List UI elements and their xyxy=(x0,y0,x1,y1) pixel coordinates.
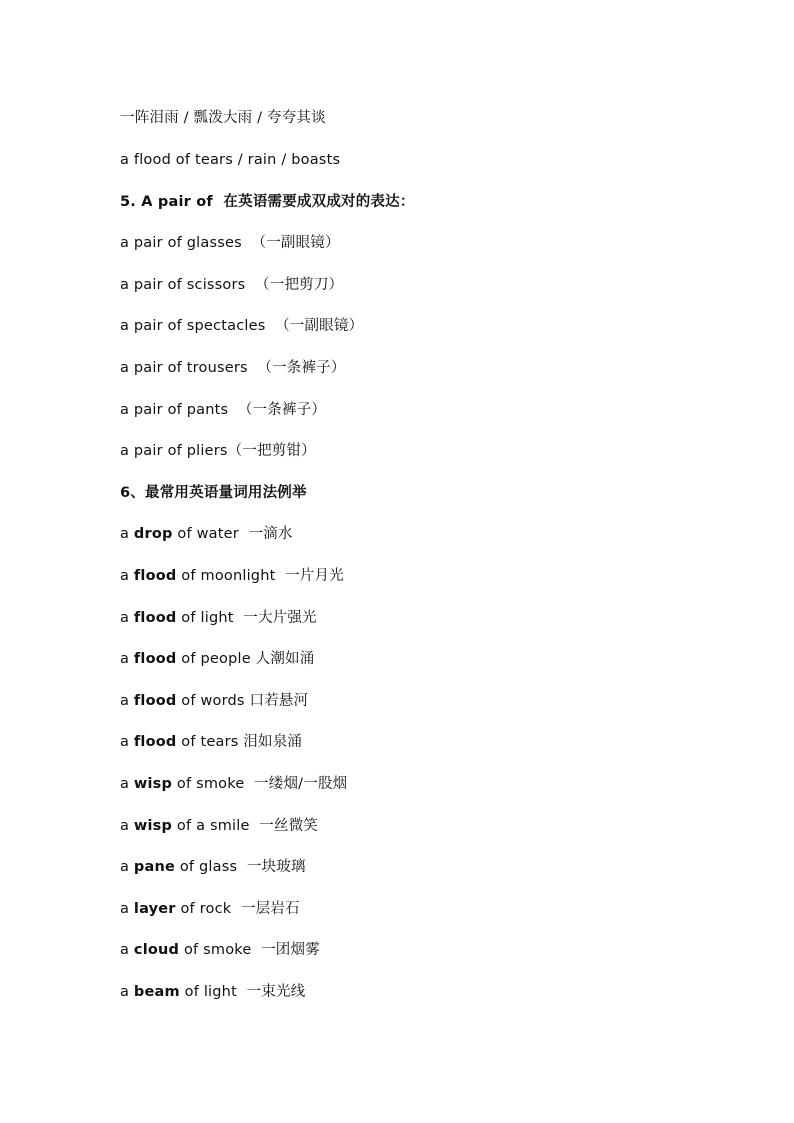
phrase-rest: of water 一滴水 xyxy=(172,526,293,542)
quantifier-word: flood xyxy=(133,734,177,750)
quantifier-example xyxy=(120,649,314,669)
pair-example-trousers: a pair of trousers （一条裤子） xyxy=(120,360,346,376)
article: a xyxy=(120,651,134,667)
quantifier-example xyxy=(120,691,308,711)
phrase-rest: of light 一大片强光 xyxy=(176,610,317,626)
section-heading-pair-of: 5. A pair of 在英语需要成双成对的表达： xyxy=(120,194,415,210)
article: a xyxy=(120,693,134,709)
quantifier-example xyxy=(120,982,305,1002)
quantifier-word: drop xyxy=(133,526,173,542)
quantifier-example xyxy=(120,524,293,544)
pair-example-scissors: a pair of scissors （一把剪刀） xyxy=(120,277,344,293)
quantifier-example xyxy=(120,566,344,586)
article: a xyxy=(120,942,134,958)
quantifier-example xyxy=(120,857,306,877)
phrase-rest: of light 一束光线 xyxy=(179,984,306,1000)
article: a xyxy=(120,984,134,1000)
idiom-english-line: a flood of tears / rain / boasts xyxy=(120,152,341,168)
phrase-rest: of people 人潮如涌 xyxy=(176,651,315,667)
phrase-rest: of words 口若悬河 xyxy=(176,693,309,709)
article: a xyxy=(120,610,134,626)
phrase-rest: of a smile 一丝微笑 xyxy=(172,818,319,834)
quantifier-word: beam xyxy=(133,984,180,1000)
quantifier-example xyxy=(120,732,302,752)
quantifier-word: layer xyxy=(133,901,176,917)
phrase-rest: of rock 一层岩石 xyxy=(175,901,300,917)
pair-example-pliers: a pair of pliers（一把剪钳） xyxy=(120,443,316,459)
pair-example-spectacles: a pair of spectacles （一副眼镜） xyxy=(120,318,364,334)
quantifier-word: pane xyxy=(133,859,176,875)
article: a xyxy=(120,859,134,875)
quantifier-example xyxy=(120,608,317,628)
idiom-chinese-line: 一阵泪雨 / 瓢泼大雨 / 夸夸其谈 xyxy=(120,110,326,126)
section-heading-quantifiers: 6、最常用英语量词用法例举 xyxy=(120,485,307,501)
quantifier-example xyxy=(120,940,320,960)
quantifier-word: flood xyxy=(133,568,177,584)
quantifier-word: cloud xyxy=(133,942,180,958)
quantifier-word: flood xyxy=(133,693,177,709)
quantifier-example xyxy=(120,774,347,794)
article: a xyxy=(120,776,134,792)
article: a xyxy=(120,568,134,584)
quantifier-example xyxy=(120,899,300,919)
pair-example-glasses: a pair of glasses （一副眼镜） xyxy=(120,235,340,251)
phrase-rest: of tears 泪如泉涌 xyxy=(176,734,303,750)
quantifier-word: flood xyxy=(133,651,177,667)
phrase-rest: of glass 一块玻璃 xyxy=(175,859,306,875)
quantifier-word: wisp xyxy=(133,776,173,792)
phrase-rest: of moonlight 一片月光 xyxy=(176,568,344,584)
pair-example-pants: a pair of pants （一条裤子） xyxy=(120,402,327,418)
phrase-rest: of smoke 一缕烟/一股烟 xyxy=(172,776,348,792)
phrase-rest: of smoke 一团烟雾 xyxy=(179,942,320,958)
quantifier-example xyxy=(120,816,318,836)
article: a xyxy=(120,818,134,834)
article: a xyxy=(120,734,134,750)
quantifier-word: wisp xyxy=(133,818,173,834)
article: a xyxy=(120,526,134,542)
quantifier-word: flood xyxy=(133,610,177,626)
article: a xyxy=(120,901,134,917)
